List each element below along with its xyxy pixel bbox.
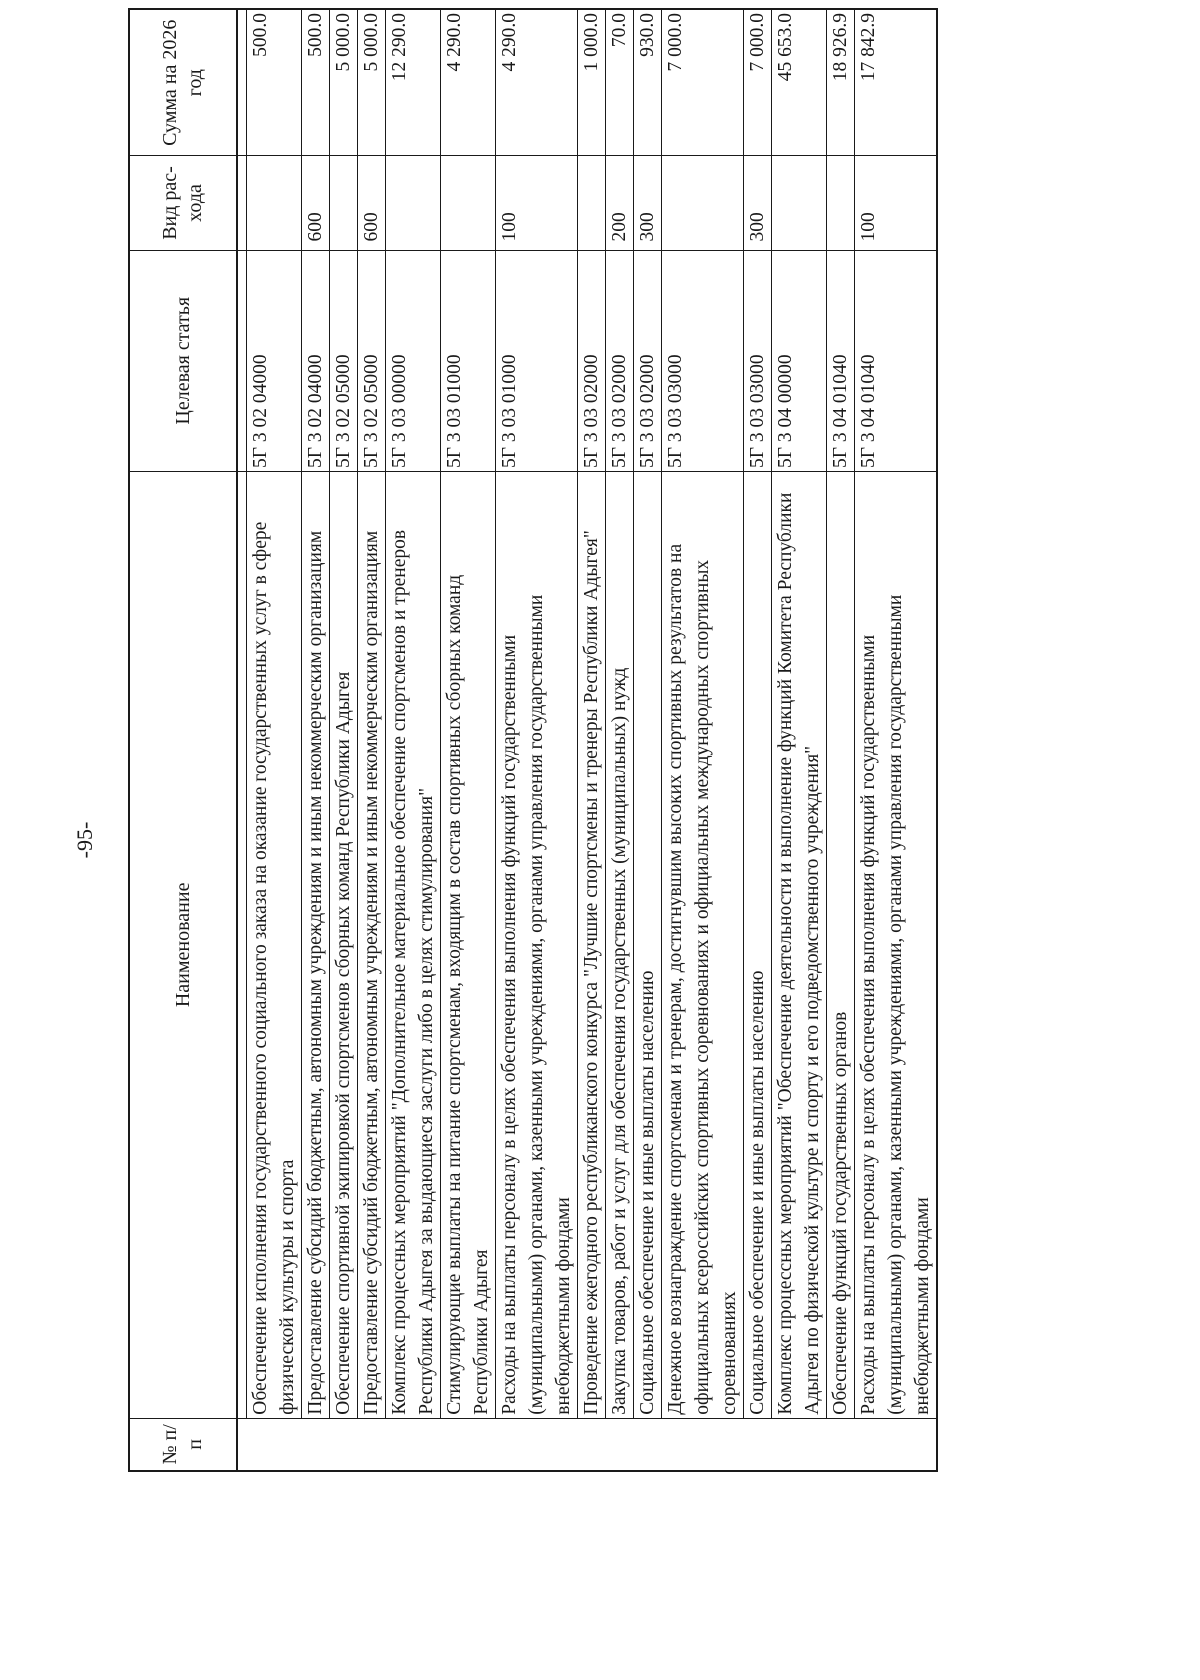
row-sum: 5 000.0 [330,9,358,156]
row-num [744,1418,772,1471]
row-sum: 7 000.0 [662,9,744,156]
row-sum: 18 926.9 [827,9,855,156]
row-name: Стимулирующие выплаты на питание спортсменам, входящим в состав спортивных сборных команд Республики Адыгея [441,471,496,1418]
row-num [772,1418,827,1471]
table-row [855,9,938,1471]
table-row [496,9,578,1471]
table-row [606,9,634,1471]
table-row [744,9,772,1471]
row-kind: 100 [496,156,578,250]
row-sum: 17 842.9 [855,9,938,156]
row-kind [772,156,827,250]
row-name: Социальное обеспечение и иные выплаты населению [744,471,772,1418]
table-row [662,9,744,1471]
header-num: № п/п [129,1418,237,1471]
table-row [386,9,441,1471]
row-num [441,1418,496,1471]
row-name: Обеспечение спортивной экипировкой спортсменов сборных команд Республики Адыгея [330,471,358,1418]
row-num [578,1418,606,1471]
row-name: Проведение ежегодного республиканского конкурса "Лучшие спортсмены и тренеры Республики Адыгея" [578,471,606,1418]
row-num [358,1418,386,1471]
row-kind [247,156,302,250]
row-num [247,1418,302,1471]
row-kind: 300 [744,156,772,250]
row-code: 5Г 3 03 01000 [496,250,578,471]
spacer-cell [237,1418,247,1471]
row-sum: 500.0 [302,9,330,156]
row-num [496,1418,578,1471]
spacer-cell [237,250,247,471]
table-row [247,9,302,1471]
table-row [302,9,330,1471]
row-name: Комплекс процессных мероприятий "Обеспечение деятельности и выполнение функций Комитета Республики Адыгея по физической культуре и спорту и его подведомственного учреждения" [772,471,827,1418]
row-sum: 70.0 [606,9,634,156]
row-code: 5Г 3 04 01040 [855,250,938,471]
row-num [606,1418,634,1471]
header-kind: Вид рас- хода [129,156,237,250]
header-code: Целевая статья [129,250,237,471]
row-sum: 45 653.0 [772,9,827,156]
row-kind: 600 [302,156,330,250]
row-name: Расходы на выплаты персоналу в целях обеспечения выполнения функций государственными (муниципальными) органами, казенными учреждениями, органами управления государственными внебюджетными фондами [496,471,578,1418]
row-sum: 4 290.0 [496,9,578,156]
row-kind: 200 [606,156,634,250]
table-row [634,9,662,1471]
header-name: Наименование [129,471,237,1418]
row-code: 5Г 3 02 05000 [358,250,386,471]
row-kind [386,156,441,250]
row-name: Предоставление субсидий бюджетным, автономным учреждениям и иным некоммерческим организациям [358,471,386,1418]
row-sum: 1 000.0 [578,9,606,156]
page-number: -95- [72,821,97,859]
row-code: 5Г 3 03 00000 [386,250,441,471]
row-name: Предоставление субсидий бюджетным, автономным учреждениям и иным некоммерческим организациям [302,471,330,1418]
row-code: 5Г 3 03 02000 [578,250,606,471]
row-sum: 5 000.0 [358,9,386,156]
row-num [827,1418,855,1471]
row-name: Комплекс процессных мероприятий "Дополнительное материальное обеспечение спортсменов и тренеров Республики Адыгея за выдающиеся заслуги либо в целях стимулирования" [386,471,441,1418]
row-name: Обеспечение исполнения государственного социального заказа на оказание государственных услуг в сфере физической культуры и спорта [247,471,302,1418]
row-code: 5Г 3 03 01000 [441,250,496,471]
row-num [662,1418,744,1471]
row-name: Социальное обеспечение и иные выплаты населению [634,471,662,1418]
table-row [358,9,386,1471]
spacer-cell [237,471,247,1418]
row-code: 5Г 3 03 03000 [662,250,744,471]
row-code: 5Г 3 03 03000 [744,250,772,471]
row-name: Закупка товаров, работ и услуг для обеспечения государственных (муниципальных) нужд [606,471,634,1418]
row-code: 5Г 3 04 01040 [827,250,855,471]
row-code: 5Г 3 03 02000 [606,250,634,471]
row-kind [827,156,855,250]
table-body [237,9,937,1471]
row-kind [578,156,606,250]
row-sum: 7 000.0 [744,9,772,156]
row-sum: 500.0 [247,9,302,156]
table-row [772,9,827,1471]
row-kind [330,156,358,250]
row-name: Обеспечение функций государственных органов [827,471,855,1418]
row-kind [662,156,744,250]
table-row [578,9,606,1471]
row-kind: 300 [634,156,662,250]
row-num [302,1418,330,1471]
row-num [330,1418,358,1471]
row-num [634,1418,662,1471]
row-kind [441,156,496,250]
table-row [330,9,358,1471]
table-spacer-row [237,9,247,1471]
row-code: 5Г 3 02 05000 [330,250,358,471]
row-sum: 4 290.0 [441,9,496,156]
row-code: 5Г 3 04 00000 [772,250,827,471]
table-row [827,9,855,1471]
row-code: 5Г 3 02 04000 [247,250,302,471]
row-num [855,1418,938,1471]
header-sum: Сумма на 2026 год [129,9,237,156]
row-kind: 100 [855,156,938,250]
row-kind: 600 [358,156,386,250]
table-header [129,9,237,1471]
row-name: Денежное вознаграждение спортсменам и тренерам, достигнувшим высоких спортивных результатов на официальных всероссийских спортивных соревнованиях и официальных международных спортивных соревнованиях [662,471,744,1418]
budget-table [128,8,938,1472]
row-code: 5Г 3 02 04000 [302,250,330,471]
row-num [386,1418,441,1471]
spacer-cell [237,9,247,156]
row-code: 5Г 3 03 02000 [634,250,662,471]
row-sum: 930.0 [634,9,662,156]
spacer-cell [237,156,247,250]
table-row [441,9,496,1471]
row-name: Расходы на выплаты персоналу в целях обеспечения выполнения функций государственными (муниципальными) органами, казенными учреждениями, органами управления государственными внебюджетными фондами [855,471,938,1418]
row-sum: 12 290.0 [386,9,441,156]
